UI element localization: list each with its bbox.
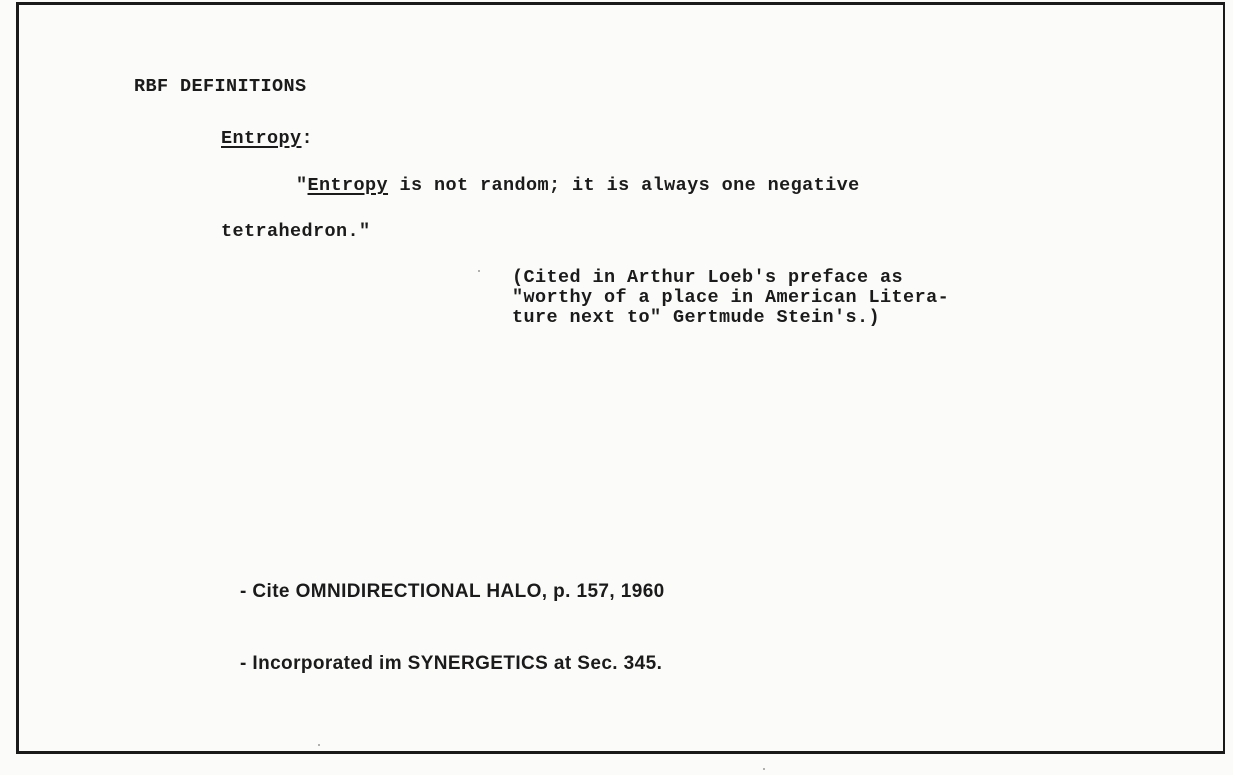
quote-line-1 [296, 176, 860, 196]
paper-speck [763, 768, 765, 770]
citation-line: (Cited in Arthur Loeb's preface as [512, 267, 904, 288]
term-underlined: Entropy [221, 128, 302, 149]
citation-note [512, 268, 949, 328]
paper-speck [478, 270, 480, 272]
citation-line: ture next to" Gertmude Stein's.) [512, 307, 881, 328]
paper-speck [318, 744, 320, 746]
quote-open-mark: " [296, 175, 308, 196]
card-border [16, 2, 1225, 754]
quote-line-2: tetrahedron." [221, 221, 371, 242]
reference-cite: - Cite OMNIDIRECTIONAL HALO, p. 157, 1960 [240, 581, 665, 602]
quote-term-underlined: Entropy [307, 175, 389, 196]
term-colon: : [301, 128, 314, 149]
citation-line: "worthy of a place in American Litera- [512, 287, 950, 308]
definition-term [221, 129, 313, 149]
quote-line-1-rest: is not random; it is always one negative [388, 175, 860, 196]
reference-incorporated: - Incorporated im SYNERGETICS at Sec. 345. [240, 653, 663, 674]
section-heading: RBF DEFINITIONS [134, 76, 307, 97]
